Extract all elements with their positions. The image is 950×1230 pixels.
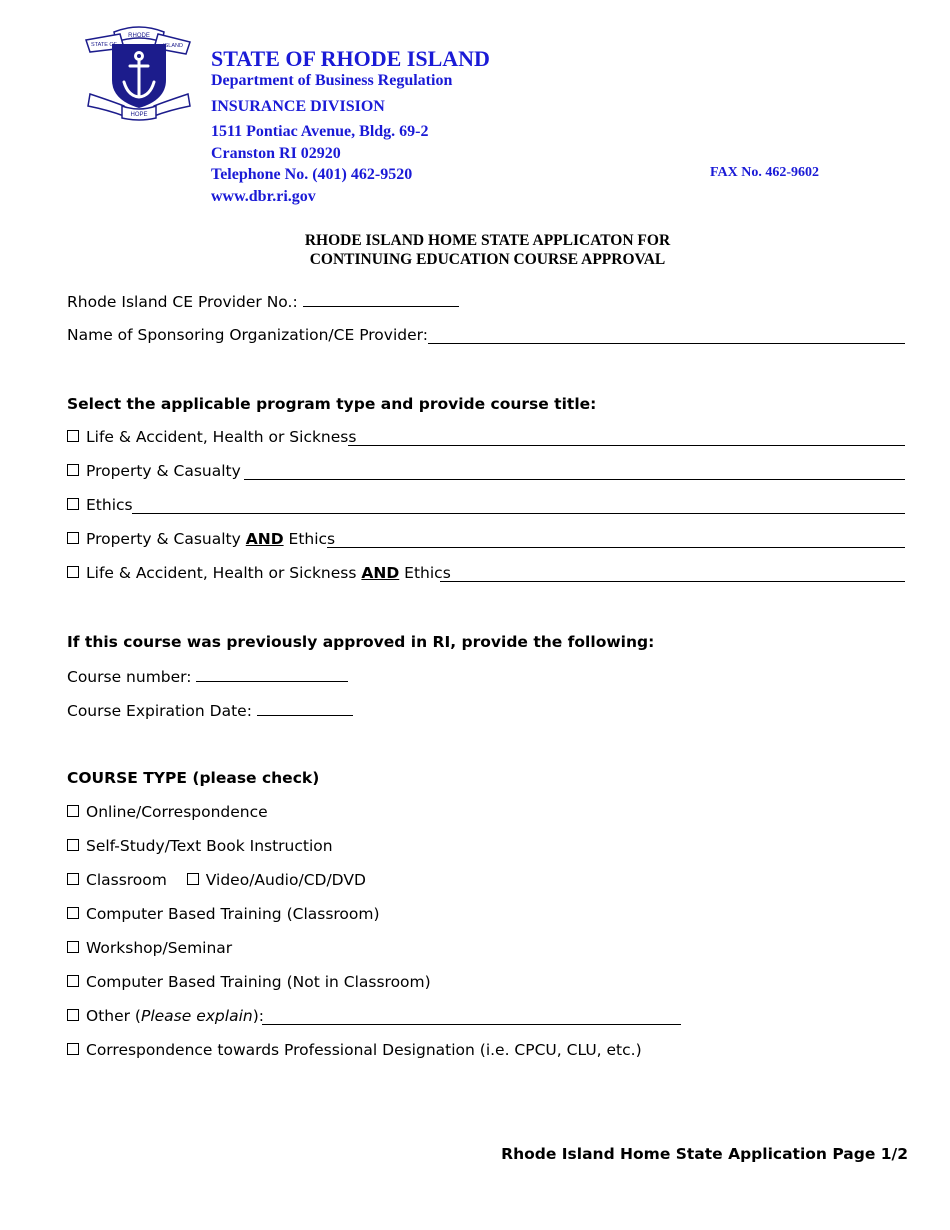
header-address-line2: Cranston RI 02920 bbox=[211, 145, 341, 162]
header-state: STATE OF RHODE ISLAND bbox=[211, 46, 490, 71]
label-lh-ethics-a: Life & Accident, Health or Sickness bbox=[86, 564, 357, 582]
course-number-label: Course number: bbox=[67, 668, 192, 686]
checkbox-online[interactable] bbox=[67, 805, 79, 817]
program-option-pc bbox=[67, 461, 241, 481]
label-lh-ethics-and: AND bbox=[361, 564, 400, 582]
header-department: Department of Business Regulation bbox=[211, 72, 453, 89]
label-other-italic: Please explain bbox=[140, 1007, 253, 1025]
checkbox-pc[interactable] bbox=[67, 464, 79, 476]
expiration-field[interactable] bbox=[257, 700, 353, 716]
label-designation: Correspondence towards Professional Designation (i.e. CPCU, CLU, etc.) bbox=[86, 1041, 642, 1059]
label-pc-ethics-and: AND bbox=[245, 530, 284, 548]
label-other-prefix: Other ( bbox=[86, 1007, 141, 1025]
label-online: Online/Correspondence bbox=[86, 803, 268, 821]
seal-text-bottom: HOPE bbox=[130, 112, 148, 118]
course-type-designation bbox=[67, 1040, 642, 1060]
title-field-ethics[interactable] bbox=[132, 497, 905, 514]
course-type-classroom-video bbox=[67, 870, 366, 890]
checkbox-other[interactable] bbox=[67, 1009, 79, 1021]
label-ethics: Ethics bbox=[86, 496, 133, 514]
label-lh-ethics-b: Ethics bbox=[404, 564, 451, 582]
expiration-row bbox=[67, 700, 353, 720]
seal-text-left: STATE OF bbox=[90, 42, 118, 48]
label-self-study: Self-Study/Text Book Instruction bbox=[86, 837, 333, 855]
label-pc-ethics-a: Property & Casualty bbox=[86, 530, 241, 548]
program-heading: Select the applicable program type and provide course title: bbox=[67, 395, 597, 413]
checkbox-lh-ethics[interactable] bbox=[67, 566, 79, 578]
sponsor-org-field[interactable] bbox=[428, 327, 905, 344]
checkbox-video[interactable] bbox=[187, 873, 199, 885]
course-type-workshop bbox=[67, 938, 232, 958]
provider-number-row bbox=[67, 291, 459, 311]
label-life-health: Life & Accident, Health or Sickness bbox=[86, 428, 357, 446]
sponsor-org-row bbox=[67, 325, 428, 345]
seal-text-right: ISLAND bbox=[163, 43, 183, 49]
header-telephone: Telephone No. (401) 462-9520 bbox=[211, 166, 413, 183]
checkbox-cbt-not-classroom[interactable] bbox=[67, 975, 79, 987]
sponsor-org-label: Name of Sponsoring Organization/CE Provider: bbox=[67, 326, 428, 344]
previous-heading: If this course was previously approved in RI, provide the following: bbox=[67, 633, 655, 651]
label-workshop: Workshop/Seminar bbox=[86, 939, 233, 957]
page-footer: Rhode Island Home State Application Page 1/2 bbox=[501, 1145, 908, 1163]
header-website[interactable]: www.dbr.ri.gov bbox=[211, 188, 316, 205]
title-field-pc-ethics[interactable] bbox=[327, 531, 905, 548]
course-type-other bbox=[67, 1006, 264, 1026]
title-field-lh-ethics[interactable] bbox=[440, 565, 905, 582]
provider-number-label: Rhode Island CE Provider No.: bbox=[67, 293, 298, 311]
state-seal bbox=[84, 22, 194, 122]
header-division: INSURANCE DIVISION bbox=[211, 98, 385, 115]
checkbox-workshop[interactable] bbox=[67, 941, 79, 953]
label-video: Video/Audio/CD/DVD bbox=[205, 871, 366, 889]
label-cbt-classroom: Computer Based Training (Classroom) bbox=[86, 905, 380, 923]
course-number-field[interactable] bbox=[196, 666, 348, 682]
checkbox-classroom[interactable] bbox=[67, 873, 79, 885]
form-title bbox=[0, 231, 950, 269]
checkbox-life-health[interactable] bbox=[67, 430, 79, 442]
program-option-lh-ethics bbox=[67, 563, 451, 583]
course-type-cbt-classroom bbox=[67, 904, 380, 924]
label-other-suffix: ): bbox=[252, 1007, 264, 1025]
title-field-pc[interactable] bbox=[244, 463, 905, 480]
form-title-line1: RHODE ISLAND HOME STATE APPLICATON FOR bbox=[304, 232, 671, 249]
label-classroom: Classroom bbox=[86, 871, 167, 889]
seal-text-top: RHODE bbox=[128, 33, 150, 39]
form-title-line2: CONTINUING EDUCATION COURSE APPROVAL bbox=[309, 251, 666, 268]
title-field-life-health[interactable] bbox=[348, 429, 905, 446]
checkbox-ethics[interactable] bbox=[67, 498, 79, 510]
program-option-pc-ethics bbox=[67, 529, 335, 549]
label-cbt-not-classroom: Computer Based Training (Not in Classroom) bbox=[86, 973, 431, 991]
course-type-self-study bbox=[67, 836, 333, 856]
course-type-heading: COURSE TYPE (please check) bbox=[67, 769, 320, 787]
provider-number-field[interactable] bbox=[303, 291, 459, 307]
label-pc-ethics-b: Ethics bbox=[288, 530, 336, 548]
course-number-row bbox=[67, 666, 348, 686]
other-explain-field[interactable] bbox=[262, 1008, 681, 1025]
expiration-label: Course Expiration Date: bbox=[67, 702, 252, 720]
header-fax: FAX No. 462-9602 bbox=[710, 165, 820, 180]
checkbox-pc-ethics[interactable] bbox=[67, 532, 79, 544]
course-type-online bbox=[67, 802, 268, 822]
course-type-cbt-not-classroom bbox=[67, 972, 431, 992]
program-option-life-health bbox=[67, 427, 356, 447]
checkbox-self-study[interactable] bbox=[67, 839, 79, 851]
checkbox-cbt-classroom[interactable] bbox=[67, 907, 79, 919]
checkbox-designation[interactable] bbox=[67, 1043, 79, 1055]
header-address-line1: 1511 Pontiac Avenue, Bldg. 69-2 bbox=[211, 123, 429, 140]
label-pc: Property & Casualty bbox=[86, 462, 241, 480]
program-option-ethics bbox=[67, 495, 133, 515]
